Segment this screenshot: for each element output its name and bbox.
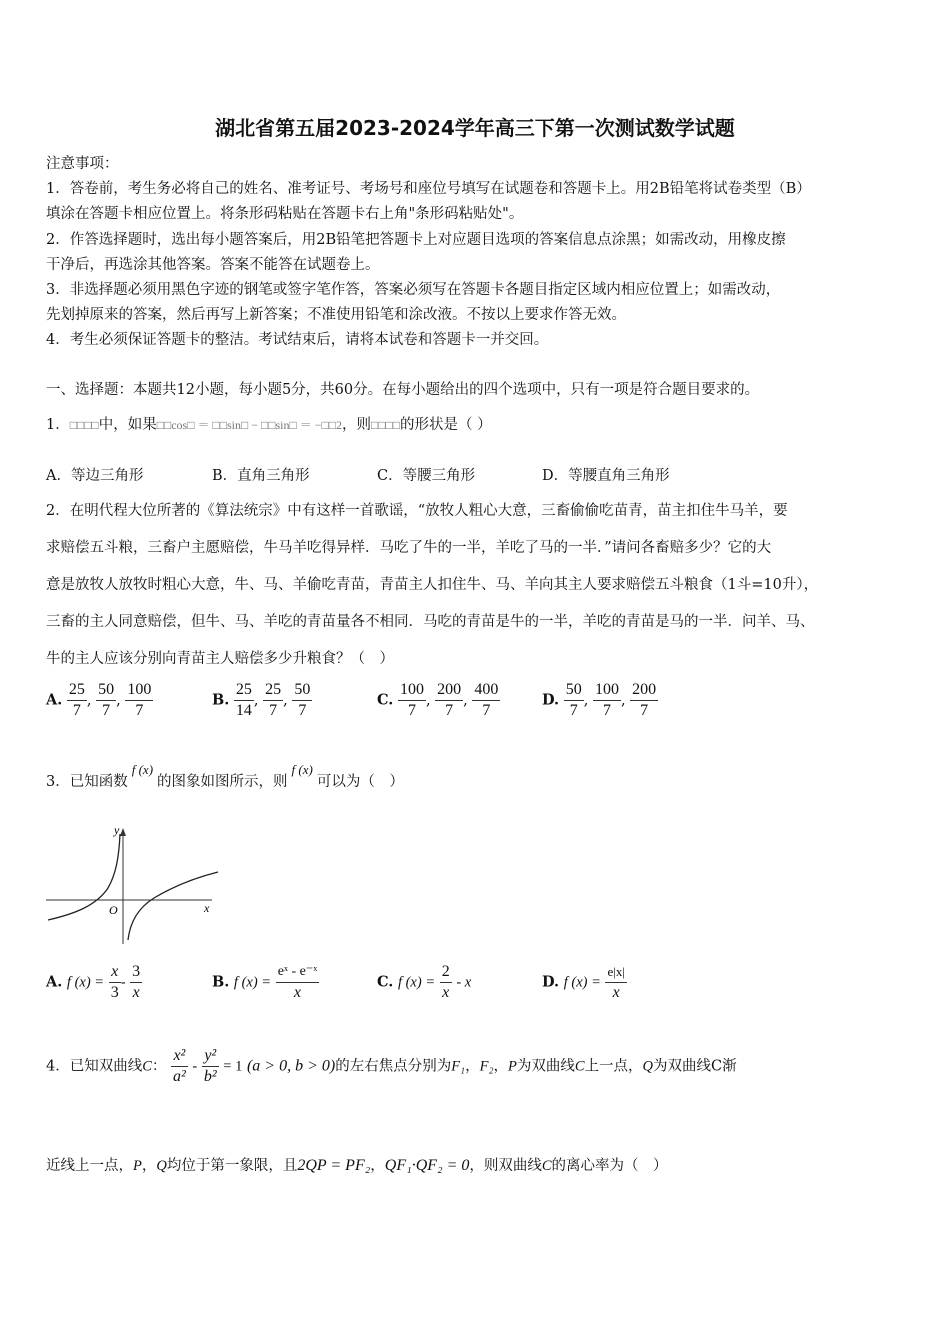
exam-title: 湖北省第五届2023-2024学年高三下第一次测试数学试题	[215, 116, 735, 140]
q3-option-b: B. f (x) = $\frac{\text{eˣ - e⁻ˣ}}{x}$	[212, 964, 318, 1001]
question-4-line-1: 4．已知双曲线C： $\frac{\text{x²}}{\text{a²}}$ - $\frac{\text{y²}}{\text{b²}}$ = 1 (a > 0, b > 0)的左右焦点分别为F₁，F₂，P为双曲线C上一点，Q为双曲线C渐	[46, 1047, 737, 1085]
q1-text-2: ，则	[342, 417, 372, 433]
q3-fx-1: f (x)	[131, 762, 154, 777]
q3-text-2: 的图象如图所示，则	[157, 774, 288, 790]
q3-fx-2: f (x)	[291, 762, 313, 777]
q3-option-a: A. f (x) = $\frac{x}{3}$ - $\frac{3}{x}$	[46, 963, 141, 1001]
notice-line: 干净后，再选涂其他答案。答案不能答在试题卷上。	[46, 257, 380, 273]
q3-option-c: C. f (x) = $\frac{2}{x}$ - x	[377, 963, 472, 1001]
q2-option-c: C. $\frac{100}{7}$ , $\frac{200}{7}$ , $\frac{400}{7}$	[377, 681, 499, 719]
option-label: D.	[542, 691, 560, 709]
q1-option-a: A．等边三角形	[46, 468, 144, 484]
q3-text-1: 3．已知函数	[46, 774, 128, 790]
q1-option-b: B．直角三角形	[212, 468, 310, 484]
q2-line: 求赔偿五斗粮，三畜户主愿赔偿，牛马羊吃得异样．马吃了牛的一半，羊吃了马的一半．”请问各畜赔多少？它的大	[46, 540, 772, 556]
q1-text-3: 的形状是（ ）	[400, 417, 492, 433]
y-axis-arrow	[120, 828, 126, 836]
q1-placeholder-3: □□□□	[371, 418, 401, 432]
notice-heading: 注意事项：	[46, 156, 119, 172]
q1-prefix: 1．	[46, 417, 70, 433]
q2-line: 2．在明代程大位所著的《算法统宗》中有这样一首歌谣，“放牧人粗心大意，三畜偷偷吃苗青，苗主扣住牛马羊，要	[46, 503, 788, 519]
q2-line: 意是放牧人放牧时粗心大意，牛、马、羊偷吃青苗，青苗主人扣住牛、马、羊向其主人要求赔偿五斗粮食（1斗=10升），	[46, 577, 819, 593]
y-axis-label: y	[114, 823, 120, 837]
notice-line: 先划掉原来的答案，然后再写上新答案；不准使用铅笔和涂改液。不按以上要求作答无效。	[46, 307, 626, 323]
question-4-line-2: 近线上一点，P，Q均位于第一象限，且2QP = PF₂，QF₁·QF₂ = 0，则双曲线C的离心率为（ ）	[46, 1157, 668, 1174]
q3-text-3: 可以为（ ）	[316, 774, 404, 790]
q1-option-d: D．等腰直角三角形	[542, 468, 670, 484]
q3-option-d: D. f (x) = $\frac{e|x|}{x}$	[542, 964, 625, 1001]
q1-option-c: C．等腰三角形	[377, 468, 476, 484]
origin-label: O	[109, 903, 118, 917]
q2-option-a: A. $\frac{25}{7}$ , $\frac{50}{7}$ , $\frac{100}{7}$	[46, 681, 152, 719]
notice-line: 1．答卷前，考生务必将自己的姓名、准考证号、考场号和座位号填写在试题卷和答题卡上。用2B铅笔将试卷类型（B）	[46, 181, 811, 197]
q1-formula-placeholder: □□cos□ ＝ □□sin□ − □□sin□ ＝ −□□2	[156, 418, 343, 432]
notice-line: 2．作答选择题时，选出每小题答案后，用2B铅笔把答题卡上对应题目选项的答案信息点涂黑；如需改动，用橡皮擦	[46, 232, 786, 248]
question-1	[46, 413, 492, 434]
notice-line: 4．考生必须保证答题卡的整洁。考试结束后，请将本试卷和答题卡一并交回。	[46, 332, 549, 348]
option-label: B.	[212, 691, 230, 709]
question-3	[46, 762, 404, 791]
notice-line: 3．非选择题必须用黑色字迹的钢笔或签字笔作答，答案必须写在答题卡各题目指定区域内相应位置上；如需改动，	[46, 282, 781, 298]
x-axis-label: x	[204, 901, 210, 915]
option-label: C.	[377, 691, 394, 709]
option-label: A.	[46, 691, 63, 709]
q2-line: 牛的主人应该分别向青苗主人赔偿多少升粮食？（ ）	[46, 651, 394, 667]
q2-option-d: D. $\frac{50}{7}$ , $\frac{100}{7}$ , $\frac{200}{7}$	[542, 681, 657, 719]
q2-option-b: B. $\frac{25}{14}$ , $\frac{25}{7}$ , $\frac{50}{7}$	[212, 681, 311, 719]
q1-text-1: 中，如果	[98, 417, 157, 433]
q2-line: 三畜的主人同意赔偿，但牛、马、羊吃的青苗量各不相同．马吃的青苗是牛的一半，羊吃的青苗是马的一半．问羊、马、	[46, 614, 815, 630]
notice-line: 填涂在答题卡相应位置上。将条形码粘贴在答题卡右上角"条形码粘贴处"。	[46, 206, 524, 222]
section-heading: 一、选择题：本题共12小题，每小题5分，共60分。在每小题给出的四个选项中，只有一项是符合题目要求的。	[46, 382, 760, 398]
q1-placeholder-1: □□□□	[69, 418, 99, 432]
function-graph	[44, 822, 224, 947]
